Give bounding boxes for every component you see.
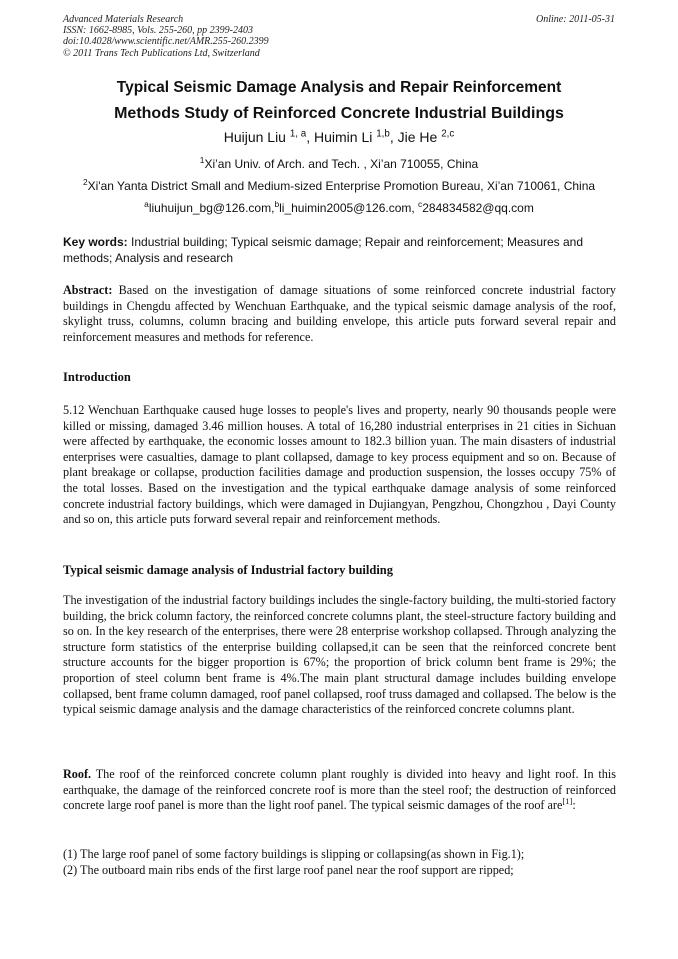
journal-issn: ISSN: 1662-8985, Vols. 255-260, pp 2399-2403 — [63, 25, 253, 37]
affiliation-mark: 2 — [82, 177, 88, 187]
journal-name: Advanced Materials Research — [63, 14, 184, 25]
abstract — [63, 283, 616, 345]
author-separator: , — [389, 129, 398, 145]
affiliation-text: Xi’an Univ. of Arch. and Tech. , Xi’an 710055, China — [204, 157, 479, 171]
journal-doi: doi:10.4028/www.scientific.net/AMR.255-260.2399 — [63, 36, 269, 48]
email-mark: a — [144, 199, 149, 209]
author-name: Huimin Li — [313, 129, 373, 145]
roof-label: Roof. — [63, 767, 92, 781]
affiliation-2 — [30, 178, 648, 194]
author-name: Jie He — [397, 129, 438, 145]
abstract-label: Abstract: — [63, 283, 113, 297]
keywords-label: Key words: — [63, 235, 128, 249]
list-item: (1) The large roof panel of some factory buildings is slipping or collapsing(as shown in Fig.1); — [63, 847, 525, 861]
introduction-paragraph: 5.12 Wenchuan Earthquake caused huge losses to people's lives and property, nearly 90 thousands people were killed or missing, damaged 3.46 million houses. A total of 16,280 industrial enterprises in 21 cities in Sichuan were affected by earthquake, the economic losses amount to 182.3 billion yuan. The main disasters of industrial enterprises were casualties, damage to plant collapsed, damage to key process equipment and so on. Because of plant breakage or collapse, production facilities damage and production suspension, the losses occupy 75% of the total losses. Based on the investigation and the typical earthquake damage analysis of some reinforced concrete industrial factory buildings, which were damaged in Dujiangyan, Pengzhou, Chongzhou , Dayi County and so on, this article puts forward several repair and reinforcement methods. — [63, 403, 616, 527]
roof-tail: : — [572, 798, 576, 813]
keywords — [63, 234, 616, 266]
email-address: 284834582@qq.com — [422, 201, 534, 215]
section-heading-typical-damage: Typical seismic damage analysis of Industrial factory building — [63, 563, 394, 577]
keywords-text: Industrial building; Typical seismic damage; Repair and reinforcement; Measures and methods; Analysis and research — [63, 235, 584, 265]
author-affiliation-mark: 1,b — [376, 128, 390, 140]
author-name: Huijun Liu — [223, 129, 286, 145]
citation-ref: [1] — [562, 796, 573, 807]
affiliation-mark: 1 — [199, 155, 205, 165]
author-affiliation-mark: 1, a — [289, 128, 307, 140]
affiliation-1 — [30, 156, 648, 172]
roof-paragraph — [63, 767, 616, 814]
affiliation-text: Xi'an Yanta District Small and Medium-sized Enterprise Promotion Bureau, Xi’an 710061, China — [87, 179, 596, 193]
roof-text: The roof of the reinforced concrete column plant roughly is divided into heavy and light roof. In this earthquake, the damage of the reinforced concrete roof is more than the steel roof; the destruction of reinforced concrete large roof panel is more than the light roof panel. The typical seismic damages of the roof are — [63, 767, 616, 813]
typical-damage-paragraph: The investigation of the industrial factory buildings includes the single-factory building, the multi-storied factory building, the brick column factory, the reinforced concrete columns plant, the steel-structure factory building and so on. In the key research of the enterprises, there were 28 enterprise workshop collapsed. Through analyzing the structure form statistics of the enterprise building collapsed,it can be seen that the reinforced concrete bent structure accounts for the bigger proportion is 67%; the proportion of brick column bent frame is 29%; the proportion of steel column bent frame is 4%.The main plant structural damage includes building envelope collapsed, bent frame column damaged, roof panel collapsed, roof truss damaged and collapsed. The below is the typical seismic damage analysis and the damage characteristics of the reinforced concrete columns plant. — [63, 593, 616, 717]
online-date: Online: 2011-05-31 — [536, 14, 615, 25]
abstract-text: Based on the investigation of damage situations of some reinforced concrete industrial factory buildings in Chengdu affected by Wenchuan Earthquake, and the typical seismic damage analysis of the roof, skylight truss, columns, column bracing and building envelope, this article puts forward several repair and reinforcement measures and methods for reference. — [63, 283, 616, 344]
paper-title-line1: Typical Seismic Damage Analysis and Repair Reinforcement — [116, 79, 562, 96]
author-list — [40, 128, 638, 146]
journal-copyright: © 2011 Trans Tech Publications Ltd, Switzerland — [63, 47, 260, 59]
email-mark: b — [274, 199, 280, 209]
paper-title-line2: Methods Study of Reinforced Concrete Industrial Buildings — [114, 105, 564, 122]
email-mark: c — [418, 199, 423, 209]
author-separator: , — [306, 129, 314, 145]
email-line — [30, 200, 648, 216]
author-affiliation-mark: 2,c — [441, 128, 455, 140]
list-item: (2) The outboard main ribs ends of the first large roof panel near the roof support are ripped; — [63, 863, 514, 877]
journal-header — [63, 14, 615, 59]
section-heading-introduction: Introduction — [63, 370, 131, 384]
email-address: li_huimin2005@126.com, — [279, 201, 419, 215]
email-address: liuhuijun_bg@126.com, — [148, 201, 275, 215]
